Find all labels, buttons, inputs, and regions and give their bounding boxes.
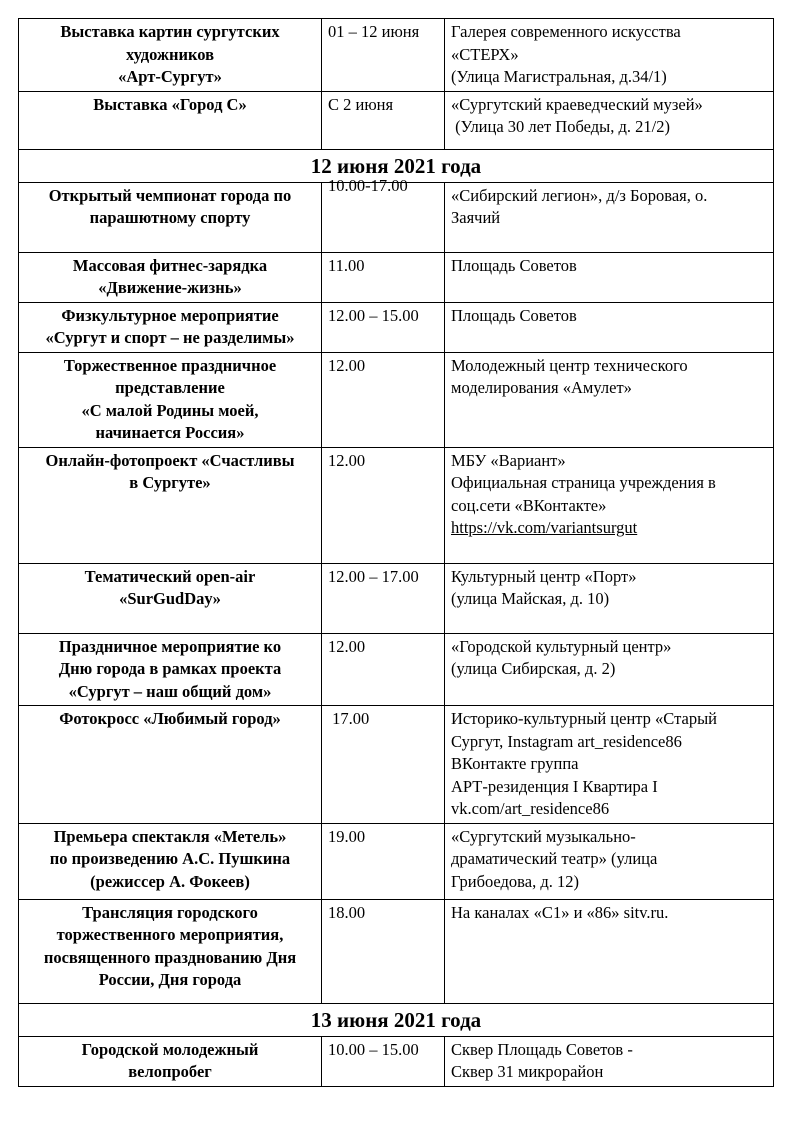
event-time: 12.00 xyxy=(322,447,445,563)
event-time: 12.00 – 17.00 xyxy=(322,563,445,633)
event-name: Праздничное мероприятие ко Дню города в рамках проекта «Сургут – наш общий дом» xyxy=(19,633,322,706)
event-name: Торжественное праздничное представление «С малой Родины моей, начинается Россия» xyxy=(19,352,322,447)
table-row xyxy=(19,352,774,447)
event-place: Историко-культурный центр «Старый Сургут, Instagram art_residence86 ВКонтакте группа АРТ-резиденция I Квартира I vk.com/art_residence86 xyxy=(445,706,774,824)
table-row xyxy=(19,563,774,633)
event-place: Площадь Советов xyxy=(445,302,774,352)
event-place: Культурный центр «Порт» (улица Майская, д. 10) xyxy=(445,563,774,633)
event-place: Площадь Советов xyxy=(445,252,774,302)
event-name: Городской молодежный велопробег xyxy=(19,1036,322,1086)
event-name: Премьера спектакля «Метель» по произведению А.С. Пушкина (режиссер А. Фокеев) xyxy=(19,823,322,899)
event-time: С 2 июня xyxy=(322,91,445,149)
event-name: Тематический open-air «SurGudDay» xyxy=(19,563,322,633)
event-time: 12.00 xyxy=(322,633,445,706)
table-row xyxy=(19,447,774,563)
event-place: Сквер Площадь Советов - Сквер 31 микрорайон xyxy=(445,1036,774,1086)
date-heading-row xyxy=(19,1003,774,1036)
table-row xyxy=(19,252,774,302)
event-place: Молодежный центр технического моделирования «Амулет» xyxy=(445,352,774,447)
table-row xyxy=(19,182,774,252)
events-table xyxy=(18,18,774,1087)
event-name: Выставка «Город С» xyxy=(19,91,322,149)
table-row xyxy=(19,91,774,149)
events-schedule xyxy=(18,18,774,1087)
event-time: 10.00 – 15.00 xyxy=(322,1036,445,1086)
event-time: 01 – 12 июня xyxy=(322,19,445,92)
event-time: 17.00 xyxy=(322,706,445,824)
table-row xyxy=(19,823,774,899)
event-place: «Сургутский краеведческий музей» (Улица 30 лет Победы, д. 21/2) xyxy=(445,91,774,149)
event-name: Выставка картин сургутских художников «Арт-Сургут» xyxy=(19,19,322,92)
event-time: 18.00 xyxy=(322,899,445,1003)
table-row xyxy=(19,302,774,352)
date-heading: 12 июня 2021 года xyxy=(19,149,774,182)
event-place: Галерея современного искусства «СТЕРХ» (Улица Магистральная, д.34/1) xyxy=(445,19,774,92)
table-row xyxy=(19,1036,774,1086)
event-time: 11.00 xyxy=(322,252,445,302)
date-heading: 13 июня 2021 года xyxy=(19,1003,774,1036)
event-place: На каналах «С1» и «86» sitv.ru. xyxy=(445,899,774,1003)
event-name: Трансляция городского торжественного мероприятия, посвященного празднованию Дня России, Дня города xyxy=(19,899,322,1003)
event-time: 10.00-17.00 xyxy=(322,182,445,252)
event-name: Открытый чемпионат города по парашютному спорту xyxy=(19,182,322,252)
event-time: 12.00 xyxy=(322,352,445,447)
table-row xyxy=(19,706,774,824)
table-row xyxy=(19,19,774,92)
event-place: «Городской культурный центр» (улица Сибирская, д. 2) xyxy=(445,633,774,706)
event-place: МБУ «Вариант» Официальная страница учреждения в соц.сети «ВКонтакте» https://vk.com/variantsurgut xyxy=(445,447,774,563)
variant-vk-link[interactable]: https://vk.com/variantsurgut xyxy=(451,518,638,537)
event-name: Онлайн-фотопроект «Счастливы в Сургуте» xyxy=(19,447,322,563)
event-name: Физкультурное мероприятие «Сургут и спорт – не разделимы» xyxy=(19,302,322,352)
event-time: 12.00 – 15.00 xyxy=(322,302,445,352)
event-time: 19.00 xyxy=(322,823,445,899)
event-place: «Сургутский музыкально- драматический театр» (улица Грибоедова, д. 12) xyxy=(445,823,774,899)
table-row xyxy=(19,899,774,1003)
event-name: Массовая фитнес-зарядка «Движение-жизнь» xyxy=(19,252,322,302)
event-name: Фотокросс «Любимый город» xyxy=(19,706,322,824)
event-place: «Сибирский легион», д/з Боровая, о. Заячий xyxy=(445,182,774,252)
table-row xyxy=(19,633,774,706)
